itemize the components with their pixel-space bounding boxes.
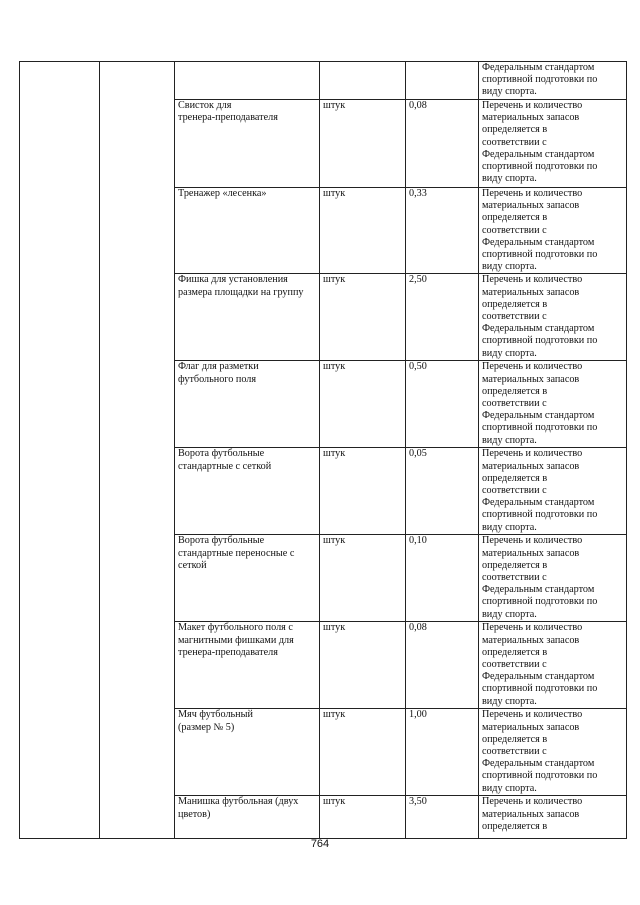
item-note-cell: Перечень и количество материальных запасов определяется в соответствии с Федеральным стандартом спортивной подготовки по виду спорта. (479, 100, 627, 188)
item-note-cell: Перечень и количество материальных запасов определяется в соответствии с Федеральным стандартом спортивной подготовки по виду спорта. (479, 709, 627, 796)
item-quantity-cell: 0,08 (406, 622, 479, 709)
item-unit-cell: штук (320, 100, 406, 188)
item-quantity-cell: 1,00 (406, 709, 479, 796)
item-quantity-cell: 0,50 (406, 361, 479, 448)
continuation-qty-cell (406, 62, 479, 100)
item-note-cell: Перечень и количество материальных запасов определяется в соответствии с Федеральным стандартом спортивной подготовки по виду спорта. (479, 274, 627, 361)
item-quantity-cell: 0,05 (406, 448, 479, 535)
item-note-cell: Перечень и количество материальных запасов определяется в соответствии с Федеральным стандартом спортивной подготовки по виду спорта. (479, 622, 627, 709)
equipment-table-body (20, 62, 627, 839)
item-note-cell: Перечень и количество материальных запасов определяется в соответствии с Федеральным стандартом спортивной подготовки по виду спорта. (479, 361, 627, 448)
continuation-unit-cell (320, 62, 406, 100)
item-unit-cell: штук (320, 448, 406, 535)
item-note-cell: Перечень и количество материальных запасов определяется в соответствии с Федеральным стандартом спортивной подготовки по виду спорта. (479, 535, 627, 622)
item-unit-cell: штук (320, 274, 406, 361)
item-unit-cell: штук (320, 622, 406, 709)
continuation-name-cell (175, 62, 320, 100)
table-row-continuation (20, 62, 627, 100)
item-unit-cell: штук (320, 188, 406, 274)
item-name-cell: Макет футбольного поля с магнитными фишками для тренера-преподавателя (175, 622, 320, 709)
item-unit-cell: штук (320, 535, 406, 622)
item-quantity-cell: 0,33 (406, 188, 479, 274)
equipment-table (19, 61, 627, 839)
page-number: 764 (310, 838, 330, 850)
item-quantity-cell: 0,08 (406, 100, 479, 188)
item-note-cell: Перечень и количество материальных запасов определяется в соответствии с Федеральным стандартом спортивной подготовки по виду спорта. (479, 188, 627, 274)
item-quantity-cell: 2,50 (406, 274, 479, 361)
item-name-cell: Фишка для установления размера площадки на группу (175, 274, 320, 361)
item-name-cell: Ворота футбольные стандартные с сеткой (175, 448, 320, 535)
item-name-cell: Ворота футбольные стандартные переносные с сеткой (175, 535, 320, 622)
item-name-cell: Флаг для разметки футбольного поля (175, 361, 320, 448)
item-name-cell: Мяч футбольный (размер № 5) (175, 709, 320, 796)
item-unit-cell: штук (320, 709, 406, 796)
merged-cell-col2 (100, 62, 175, 839)
item-unit-cell: штук (320, 361, 406, 448)
item-quantity-cell: 3,50 (406, 796, 479, 839)
item-name-cell: Манишка футбольная (двух цветов) (175, 796, 320, 839)
continuation-note-cell: Федеральным стандартом спортивной подготовки по виду спорта. (479, 62, 627, 100)
merged-cell-col1 (20, 62, 100, 839)
item-unit-cell: штук (320, 796, 406, 839)
item-name-cell: Свисток для тренера-преподавателя (175, 100, 320, 188)
item-note-cell: Перечень и количество материальных запасов определяется в соответствии с Федеральным стандартом спортивной подготовки по виду спорта. (479, 448, 627, 535)
item-note-cell: Перечень и количество материальных запасов определяется в (479, 796, 627, 839)
item-name-cell: Тренажер «лесенка» (175, 188, 320, 274)
item-quantity-cell: 0,10 (406, 535, 479, 622)
